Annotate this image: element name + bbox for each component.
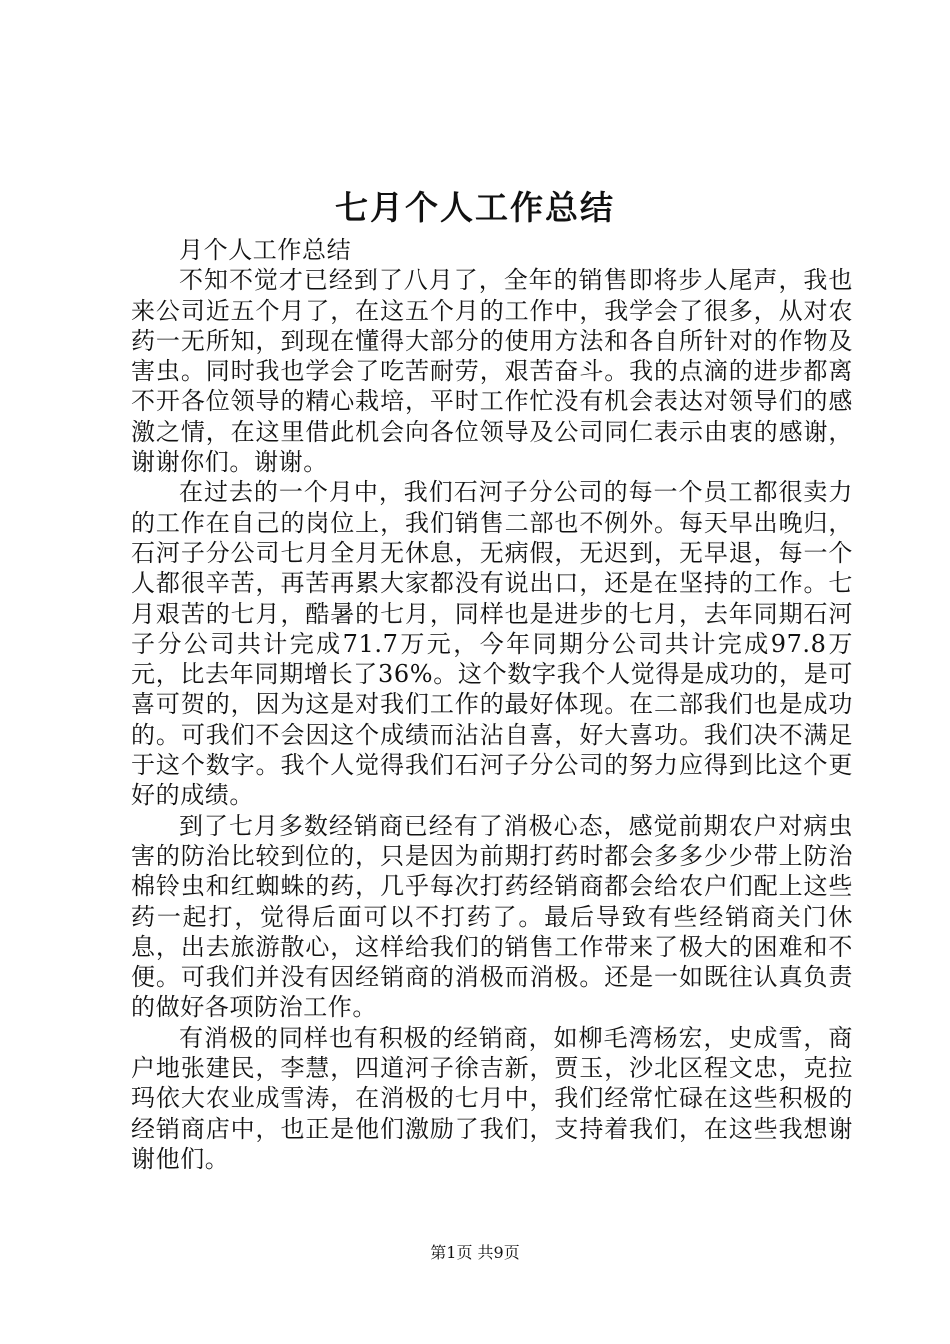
paragraph-4: 有消极的同样也有积极的经销商，如柳毛湾杨宏，史成雪，商户地张建民，李慧，四道河子徐吉新，贾玉，沙北区程文忠，克拉玛依大农业成雪涛，在消极的七月中，我们经常忙碌在这些积极的经销商店中，也正是他们激励了我们，支持着我们，在这些我想谢谢他们。 bbox=[131, 1023, 853, 1173]
paragraph-3: 到了七月多数经销商已经有了消极心态，感觉前期农户对病虫害的防治比较到位的，只是因为前期打药时都会多多少少带上防治棉铃虫和红蜘蛛的药，几乎每次打药经销商都会给农户们配上这些药一起打，觉得后面可以不打药了。最后导致有些经销商关门休息，出去旅游散心，这样给我们的销售工作带来了极大的困难和不便。可我们并没有因经销商的消极而消极。还是一如既往认真负责的做好各项防治工作。 bbox=[131, 811, 853, 1022]
paragraph-1: 不知不觉才已经到了八月了，全年的销售即将步人尾声，我也来公司近五个月了，在这五个月的工作中，我学会了很多，从对农药一无所知，到现在懂得大部分的使用方法和各自所针对的作物及害虫。同时我也学会了吃苦耐劳，艰苦奋斗。我的点滴的进步都离不开各位领导的精心栽培，平时工作忙没有机会表达对领导们的感激之情，在这里借此机会向各位领导及公司同仁表示由衷的感谢，谢谢你们。谢谢。 bbox=[131, 266, 853, 477]
paragraph-subtitle: 月个人工作总结 bbox=[179, 236, 352, 264]
paragraph-2: 在过去的一个月中，我们石河子分公司的每一个员工都很卖力的工作在自己的岗位上，我们销售二部也不例外。每天早出晚归，石河子分公司七月全月无休息，无病假，无迟到，无早退，每一个人都很辛苦，再苦再累大家都没有说出口，还是在坚持的工作。七月艰苦的七月，酷暑的七月，同样也是进步的七月，去年同期石河子分公司共计完成71.7万元，今年同期分公司共计完成97.8万元，比去年同期增长了36%。这个数字我个人觉得是成功的，是可喜可贺的，因为这是对我们工作的最好体现。在二部我们也是成功的。可我们不会因这个成绩而沾沾自喜，好大喜功。我们决不满足于这个数字。我个人觉得我们石河子分公司的努力应得到比这个更好的成绩。 bbox=[131, 478, 853, 810]
document-title: 七月个人工作总结 bbox=[335, 188, 615, 227]
document-body bbox=[131, 235, 853, 1174]
page-footer: 第1页 共9页 bbox=[430, 1243, 520, 1262]
